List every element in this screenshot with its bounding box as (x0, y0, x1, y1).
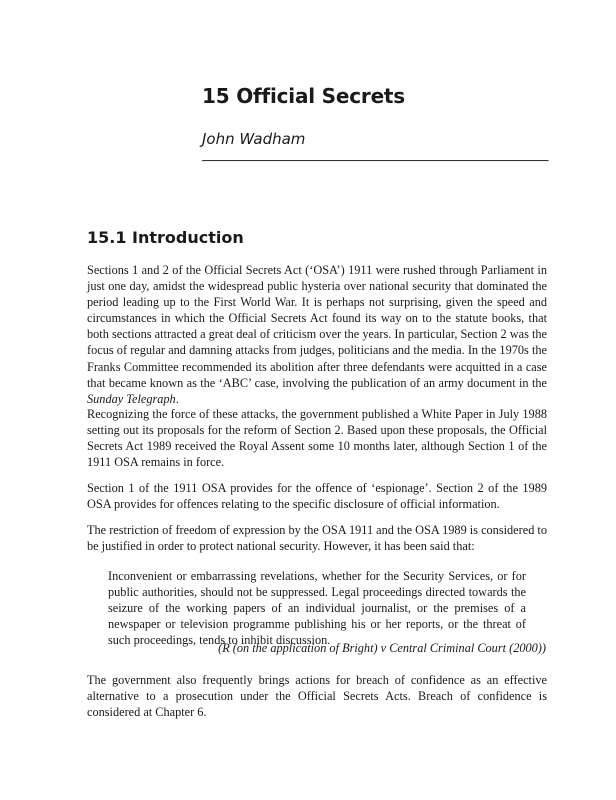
paragraph-3: Section 1 of the 1911 OSA provides for the offence of ‘espionage’. Section 2 of the 1989 OSA provides for offences relating to the specific disclosure of official information. (87, 481, 547, 512)
paragraph-2: Recognizing the force of these attacks, the government published a White Paper in July 1988 setting out its proposals for the reform of Section 2. Based upon these proposals, the Official Secrets Act 1989 received the Royal Assent some 10 months later, although Section 1 of the 1911 OSA remains in force. (87, 407, 547, 470)
paragraph-4: The restriction of freedom of expression by the OSA 1911 and the OSA 1989 is considered to be justified in order to protect national security. However, it has been said that: (87, 523, 547, 554)
block-quote: Inconvenient or embarrassing revelations, whether for the Security Services, or for public authorities, should not be suppressed. Legal proceedings directed towards the seizure of the working papers of an individual journalist, or the premises of a newspaper or television programme publishing his or her reports, or the threat of such proceedings, tends to inhibit discussion. (108, 569, 526, 648)
chapter-author: John Wadham (202, 130, 306, 148)
title-rule (202, 160, 549, 162)
section-heading: 15.1 Introduction (87, 228, 244, 247)
paragraph-5: The government also frequently brings actions for breach of confidence as an effective alternative to a prosecution under the Official Secrets Acts. Breach of confidence is considered at Chapter 6. (87, 673, 547, 720)
paragraph-1-text: Sections 1 and 2 of the Official Secrets Act (‘OSA’) 1911 were rushed through Parliament in just one day, amidst the widespread public hysteria over national security that dominated the period leading up to the First World War. It is perhaps not surprising, given the speed and circumstances in which the Official Secrets Act found its way on to the statute books, that both sections attracted a great deal of criticism over the years. In particular, Section 2 was the focus of regular and damning attacks from judges, politicians and the media. In the 1970s the Franks Committee recommended its abolition after three defendants were acquitted in a case that became known as the ‘ABC’ case, involving the publication of an army document in the (87, 263, 547, 390)
case-citation: (R (on the application of Bright) v Central Criminal Court (2000)) (218, 641, 546, 655)
chapter-title: 15 Official Secrets (202, 84, 405, 108)
paragraph-1-end: . (175, 391, 179, 406)
paragraph-1 (87, 262, 547, 407)
newspaper-name: Sunday Telegraph (87, 391, 176, 406)
